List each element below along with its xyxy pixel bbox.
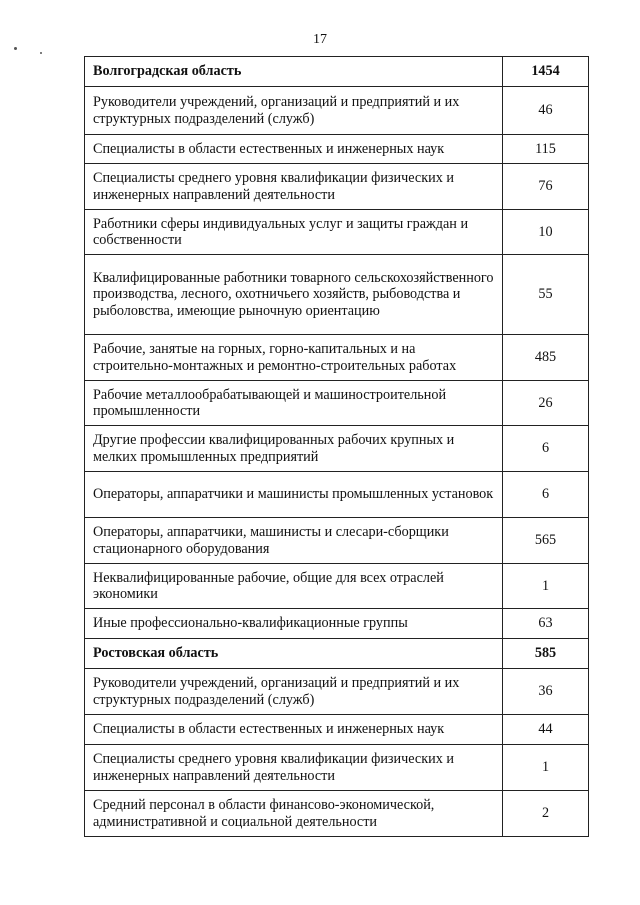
table-row <box>85 472 589 518</box>
occupation-label: Операторы, аппаратчики, машинисты и слесари-сборщики стационарного оборудования <box>85 518 503 564</box>
table-row <box>85 609 589 639</box>
table-row <box>85 715 589 745</box>
occupation-value: 55 <box>503 255 589 335</box>
occupation-value: 2 <box>503 791 589 837</box>
table-row <box>85 669 589 715</box>
occupation-label: Рабочие, занятые на горных, горно-капитальных и на строительно-монтажных и ремонтно-строительных работах <box>85 335 503 381</box>
occupation-label: Специалисты в области естественных и инженерных наук <box>85 715 503 745</box>
occupation-value: 6 <box>503 426 589 472</box>
table-row <box>85 255 589 335</box>
occupation-value: 115 <box>503 135 589 164</box>
occupation-label: Работники сферы индивидуальных услуг и защиты граждан и собственности <box>85 210 503 255</box>
occupation-value: 10 <box>503 210 589 255</box>
occupation-value: 485 <box>503 335 589 381</box>
occupation-label: Рабочие металлообрабатывающей и машиностроительной промышленности <box>85 381 503 426</box>
occupation-value: 1 <box>503 564 589 609</box>
occupation-label: Специалисты среднего уровня квалификации физических и инженерных направлений деятельности <box>85 164 503 210</box>
region-row <box>85 639 589 669</box>
region-row <box>85 57 589 87</box>
table-row <box>85 164 589 210</box>
occupation-table <box>84 56 589 837</box>
table-row <box>85 210 589 255</box>
scan-speck <box>14 47 17 50</box>
occupation-label: Специалисты среднего уровня квалификации физических и инженерных направлений деятельности <box>85 745 503 791</box>
table-row <box>85 564 589 609</box>
occupation-value: 36 <box>503 669 589 715</box>
occupation-label: Квалифицированные работники товарного сельскохозяйственного производства, лесного, охотничьего хозяйств, рыбоводства и рыболовства, имеющие рыночную ориентацию <box>85 255 503 335</box>
occupation-value: 44 <box>503 715 589 745</box>
region-total: 1454 <box>503 57 589 87</box>
table-row <box>85 426 589 472</box>
occupation-value: 1 <box>503 745 589 791</box>
table-row <box>85 745 589 791</box>
region-name: Ростовская область <box>85 639 503 669</box>
occupation-value: 6 <box>503 472 589 518</box>
table-row <box>85 791 589 837</box>
occupation-value: 76 <box>503 164 589 210</box>
table-row <box>85 135 589 164</box>
occupation-label: Иные профессионально-квалификационные группы <box>85 609 503 639</box>
occupation-value: 63 <box>503 609 589 639</box>
occupation-label: Операторы, аппаратчики и машинисты промышленных установок <box>85 472 503 518</box>
occupation-label: Руководители учреждений, организаций и предприятий и их структурных подразделений (служб) <box>85 669 503 715</box>
occupation-label: Неквалифицированные рабочие, общие для всех отраслей экономики <box>85 564 503 609</box>
occupation-label: Руководители учреждений, организаций и предприятий и их структурных подразделений (служб) <box>85 87 503 135</box>
occupation-label: Другие профессии квалифицированных рабочих крупных и мелких промышленных предприятий <box>85 426 503 472</box>
region-total: 585 <box>503 639 589 669</box>
region-name: Волгоградская область <box>85 57 503 87</box>
occupation-value: 46 <box>503 87 589 135</box>
scan-speck <box>40 52 42 54</box>
occupation-value: 565 <box>503 518 589 564</box>
occupation-label: Специалисты в области естественных и инженерных наук <box>85 135 503 164</box>
table-row <box>85 381 589 426</box>
occupation-label: Средний персонал в области финансово-экономической, административной и социальной деятельности <box>85 791 503 837</box>
page-number: 17 <box>313 32 327 47</box>
table-row <box>85 518 589 564</box>
table-row <box>85 87 589 135</box>
occupation-value: 26 <box>503 381 589 426</box>
table-row <box>85 335 589 381</box>
